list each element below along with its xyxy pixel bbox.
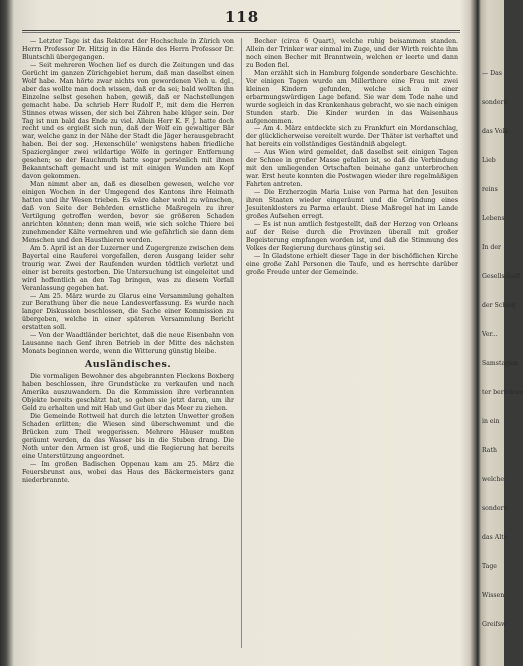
header-rule [22, 30, 460, 31]
article-paragraph: Becher (circa 6 Quart), welche ruhig beisammen standen. Allein der Trinker war einmal im Zuge, und der Wirth reichte ihm noch einen Becher mit Branntwein, welchen er leerte und dann zu Boden fiel. [246, 38, 458, 69]
adjacent-page-fragment: ter berichten [482, 389, 523, 396]
article-paragraph: — Letzter Tage ist das Rektorat der Hochschule in Zürich von Herrn Professor Dr. Hitzig in die Hände des Herrn Professor Dr. Bluntschli übergegangen. [22, 38, 234, 61]
article-paragraph: Man nimmt aber an, daß es dieselben gewesen, welche vor einigen Wochen in der Umgegend des Kantons ihre Heimath hatten und ihr Wesen trieben. Es wäre daher wohl zu wünschen, daß von Seite der Behörden ernstliche Maßregeln zu ihrer Vertilgung getroffen werden, bevor sie größeren Schaden anrichten könnten; denn man weiß, wie sich solche Thiere bei zunehmender Kälte vermehren und wie gefährlich sie dann dem Menschen und den Hausthieren werden. [22, 181, 234, 244]
column-divider [241, 38, 242, 648]
adjacent-page-fragment: Ver... [482, 331, 498, 338]
adjacent-page-fragment: Greifsw [482, 621, 507, 628]
adjacent-page-fragment: Samstagsm [482, 360, 519, 367]
adjacent-page-fragment: sondern [482, 99, 508, 106]
adjacent-page-fragment: das Alte [482, 534, 508, 541]
adjacent-page-edge [478, 0, 523, 666]
article-paragraph: — In Gladstone erhielt dieser Tage in der bischöflichen Kirche eine große Zahl Personen die Taufe, und es herrschte darüber große Freude unter der Gemeinde. [246, 252, 458, 276]
article-paragraph: — Es ist nun amtlich festgestellt, daß der Herzog von Orleans auf der Reise durch die Provinzen überall mit großer Begeisterung empfangen worden ist, und daß die Stimmung des Volkes der Regierung durchaus günstig sei. [246, 220, 458, 252]
article-paragraph: — Am 4. März entdeckte sich zu Frankfurt ein Mordanschlag, der glücklicherweise vereitelt wurde. Der Thäter ist verhaftet und hat bereits ein vollständiges Geständniß abgelegt. [246, 125, 458, 149]
section-heading: Ausländisches. [84, 359, 172, 371]
header-rule-secondary [22, 32, 460, 33]
adjacent-page-fragment: der Schlag [482, 302, 516, 309]
adjacent-page-fragment: — Das [482, 70, 502, 77]
article-paragraph: — Die Erzherzogin Maria Luise von Parma hat den Jesuiten ihren Staaten wieder eingeräumt und die Gründung eines Jesuitenklosters zu Parma erlaubt. Diese Maßregel hat im Lande großes Aufsehen erregt. [246, 189, 458, 220]
adjacent-page-fragment: Tage [482, 563, 497, 570]
adjacent-page-fragment: das Volk [482, 128, 509, 135]
adjacent-page-fragment: in ein [482, 418, 500, 425]
adjacent-page-fragment: sondern [482, 505, 508, 512]
article-paragraph: — Aus Wien wird gemeldet, daß daselbst seit einigen Tagen der Schnee in großer Masse gefallen ist, so daß die Verbindung mit den umliegenden Ortschaften beinahe ganz unterbrochen war. Erst heute konnten die Postwagen wieder ihre regelmäßigen Fahrten antreten. [246, 149, 458, 189]
article-paragraph: Am 5. April ist an der Luzerner und Zugergrenze zwischen dem Bayertal eine Rauferei vorgefallen, deren Ausgang leider sehr traurig war. Zwei der Raufenden wurden tödtlich verletzt und einer ist bereits gestorben. Die Untersuchung ist eingeleitet und wird hoffentlich an den Tag bringen, was zu diesem Vorfall Veranlassung gegeben hat. [22, 244, 234, 292]
article-paragraph: — Im großen Badischen Oppenau kam am 25. März die Feuersbrunst aus, wobei das Haus des Bäckermeisters ganz niederbrannte. [22, 460, 234, 484]
article-paragraph: — Von der Waadtländer berichtet, daß die neue Eisenbahn von Lausanne nach Genf ihren Betrieb in der Mitte des nächsten Monats beginnen werde, wenn die Witterung günstig bleibe. [22, 332, 234, 356]
adjacent-page-fragment: Gesellschaft [482, 273, 521, 280]
adjacent-page-fragment: In der [482, 244, 501, 251]
article-paragraph: — Am 25. März wurde zu Glarus eine Versammlung gehalten zur Berathung über die neue Landesverfassung. Es wurde nach langer Diskussion beschlossen, die Sache einer Kommission zu übergeben, welche in einer späteren Versammlung Bericht erstatten soll. [22, 292, 234, 332]
adjacent-page-fragment: Lebens [482, 215, 505, 222]
article-paragraph: Die Gemeinde Rottweil hat durch die letzten Unwetter großen Schaden erlitten; die Wiesen sind überschwemmt und die Brücken zum Theil weggerissen. Mehrere Häuser mußten geräumt werden, da das Wasser bis in die Stuben drang. Die Noth unter den Armen ist groß, und die Regierung hat bereits eine Unterstützung angeordnet. [22, 412, 234, 460]
article-paragraph: Die vormaligen Bewohner des abgebrannten Fleckens Boxberg haben beschlossen, ihre Grundstücke zu verkaufen und nach Amerika auszuwandern. Da die Kommission ihre verbrannten Objekte bereits geschätzt hat, so gehen sie jetzt daran, um ihr Geld zu erhalten und mit Hab und Gut über das Meer zu ziehen. [22, 373, 234, 412]
article-paragraph: — Seit mehreren Wochen lief es durch die Zeitungen und das Gerücht im ganzen Zürichgebiet herum, daß man daselbst einen Wolf habe. Man hörte zwar nichts von gewordenen Vieh u. dgl., aber das wollte man doch wissen, daß er da sei; bald wollten ihn Einzelne selbst gesehen haben, gewiß, daß er Nachstellungen gemacht habe. Da schrieb Herr Rudolf P., mit dem die Herren Stinnes etwas wissen, der sich bei Zähren habe klüger sein. Der Tag ist nun bald das Ende zu viel. Allein Herr K. F. J. hatte doch recht und es ergießt sich nun, daß der Wolf ein gewaltiger Bär war, welche ganz in der Nähe der Stadt die Jäger herausgebracht haben. Bei der sog. ‚Hexenschüle' wenigstens haben friedliche Spaziergänger zwei wildartige Wölfe in geringer Entfernung gesehen; so der Hauchmuth hatte sogar persönlich mit ihnen Bekanntschaft gemacht und ist mit einigen Wunden am Kopf davon gekommen. [22, 61, 234, 181]
article-paragraph: Man erzählt sich in Hamburg folgende sonderbare Geschichte. Vor einigen Tagen wurde am Millerthore eine Frau mit zwei kleinen Kindern gefunden, welche sich in einer erbarmungswürdigen Lage befand. Sie war dem Tode nahe und wurde sogleich in das Krankenhaus gebracht, wo sie nach einigen Stunden starb. Die Kinder wurden in das Waisenhaus aufgenommen. [246, 69, 458, 125]
right-column [246, 38, 458, 650]
adjacent-page-fragment: Rath [482, 447, 497, 454]
left-column [22, 38, 234, 650]
adjacent-page-fragment: reins [482, 186, 498, 193]
adjacent-page-fragment: welche [482, 476, 505, 483]
adjacent-page-fragment: Wissen [482, 592, 505, 599]
newspaper-page [14, 8, 470, 658]
page-number: 118 [224, 8, 260, 26]
adjacent-page-fragment: Lieb [482, 157, 496, 164]
